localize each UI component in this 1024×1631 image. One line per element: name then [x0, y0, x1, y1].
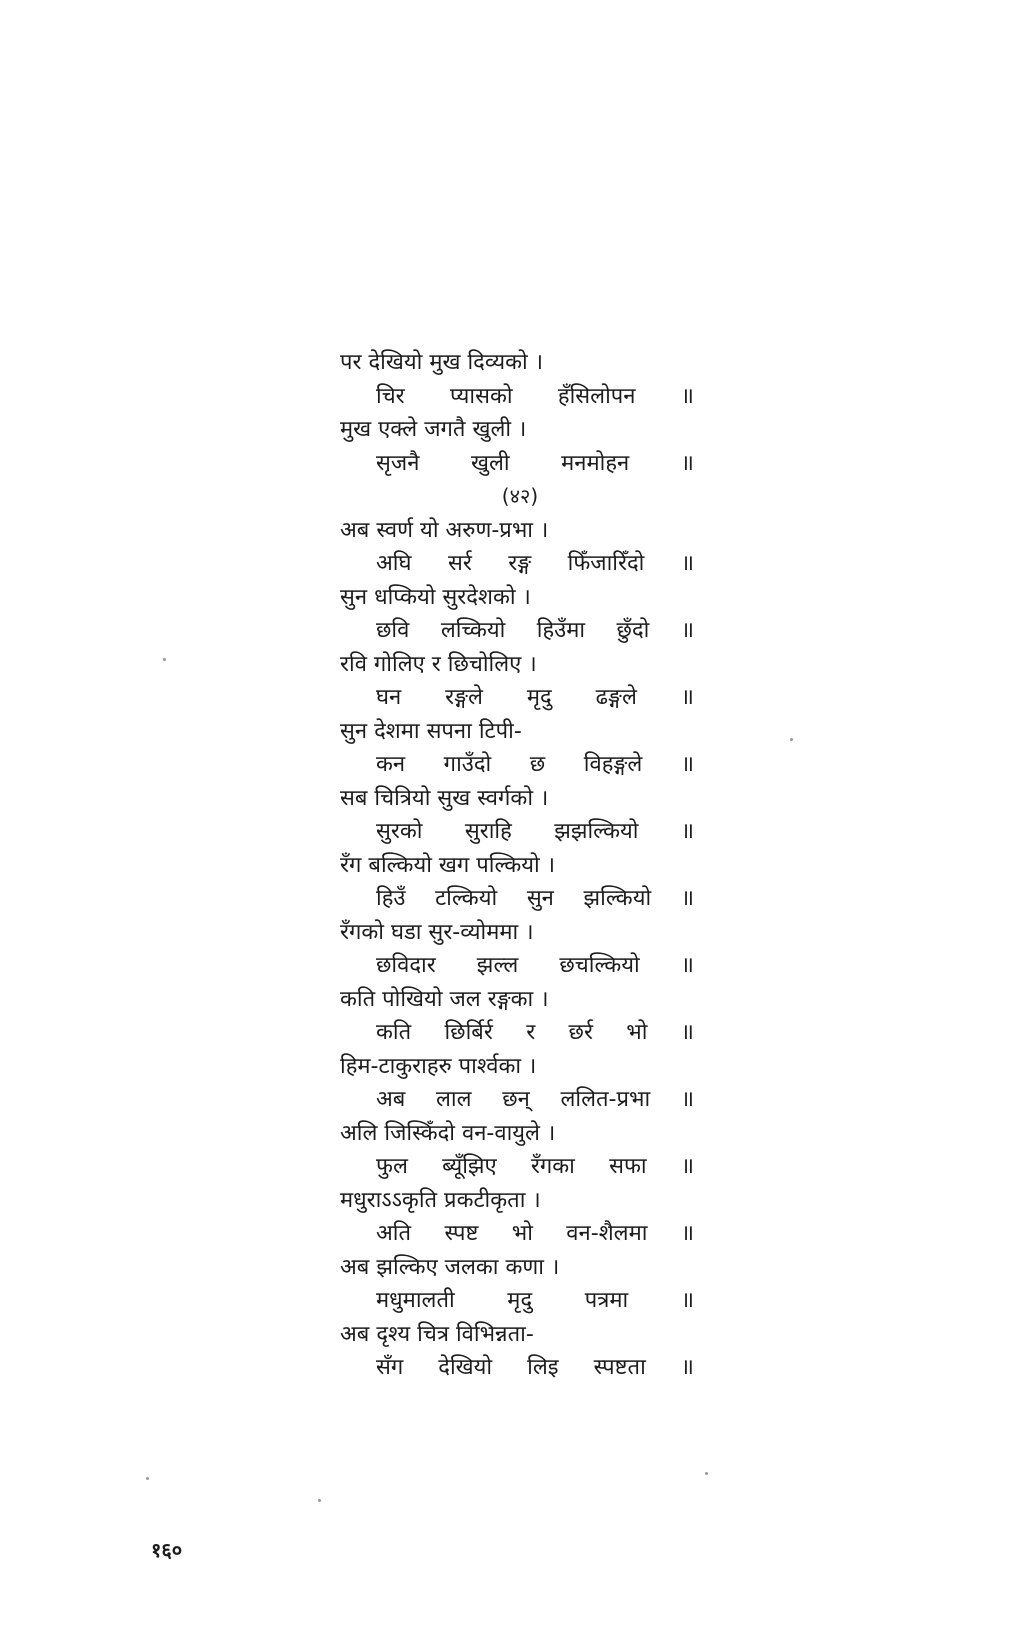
verse-line-indented: छवि लच्कियो हिउँमा छुँदो ॥ — [376, 618, 694, 643]
verse-line: पर देखियो मुख दिव्यको । — [340, 350, 544, 375]
verse-line: सब चित्रियो सुख स्वर्गको । — [340, 785, 549, 811]
verse-line-indented: कति छिर्बिर्र र छर्र भो ॥ — [376, 1020, 694, 1045]
page-number: १६० — [151, 1538, 183, 1562]
paper-speck — [705, 1472, 708, 1475]
verse-line-indented: छविदार झल्ल छचल्कियो ॥ — [376, 953, 694, 978]
verse-line-indented: घन रङ्गले मृदु ढङ्गले ॥ — [376, 685, 694, 710]
verse-line-indented: सृजनै खुली मनमोहन ॥ — [376, 450, 694, 476]
verse-line: कति पोखियो जल रङ्गका । — [340, 986, 549, 1012]
poem-body — [340, 346, 720, 1385]
paper-speck — [146, 1477, 149, 1480]
verse-line-indented: सँग देखियो लिइ स्पष्टता ॥ — [376, 1355, 694, 1380]
verse-line-indented: हिउँ टल्कियो सुन झल्कियो ॥ — [376, 886, 694, 911]
verse-line-indented: अति स्पष्ट भो वन-शैलमा ॥ — [376, 1221, 694, 1246]
verse-line: अब स्वर्ण यो अरुण-प्रभा । — [340, 517, 549, 543]
paper-speck — [790, 738, 793, 741]
verse-line-indented: चिर प्यासको हँसिलोपन ॥ — [376, 383, 694, 409]
paper-speck — [163, 658, 166, 661]
verse-line: अब दृश्य चित्र विभिन्नता- — [340, 1321, 534, 1347]
verse-line-indented: अब लाल छन् ललित-प्रभा ॥ — [376, 1087, 694, 1112]
verse-line: अब झल्किए जलका कणा । — [340, 1254, 560, 1280]
verse-line: रँग बल्कियो खग पल्कियो । — [340, 852, 556, 878]
verse-line-indented: कन गाउँदो छ विहङ्गले ॥ — [376, 752, 694, 777]
verse-line-indented: सुरको सुराहि झझल्कियो ॥ — [376, 819, 694, 844]
verse-line: हिम-टाकुराहरु पार्श्वका । — [340, 1053, 537, 1079]
verse-line: सुन देशमा सपना टिपी- — [340, 718, 522, 744]
verse-line: रँगको घडा सुर-व्योममा । — [340, 919, 534, 945]
verse-line: अलि जिस्किँदो वन-वायुले । — [340, 1120, 556, 1146]
verse-line-indented: अघि सर्र रङ्ग फिँजारिँदो ॥ — [376, 551, 694, 576]
verse-line-indented: मधुमालती मृदु पत्रमा ॥ — [376, 1288, 694, 1313]
verse-line-indented: फुल ब्यूँझिए रँगका सफा ॥ — [376, 1154, 694, 1179]
verse-line: सुन धप्कियो सुरदेशको । — [340, 584, 531, 610]
paper-speck — [318, 1499, 321, 1502]
stanza-number: (४२) — [501, 484, 539, 508]
verse-line: रवि गोलिए र छिचोलिए । — [340, 651, 537, 677]
verse-line: मधुराऽऽकृति प्रकटीकृता । — [340, 1187, 541, 1213]
verse-line: मुख एक्ले जगतै खुली । — [340, 417, 527, 442]
